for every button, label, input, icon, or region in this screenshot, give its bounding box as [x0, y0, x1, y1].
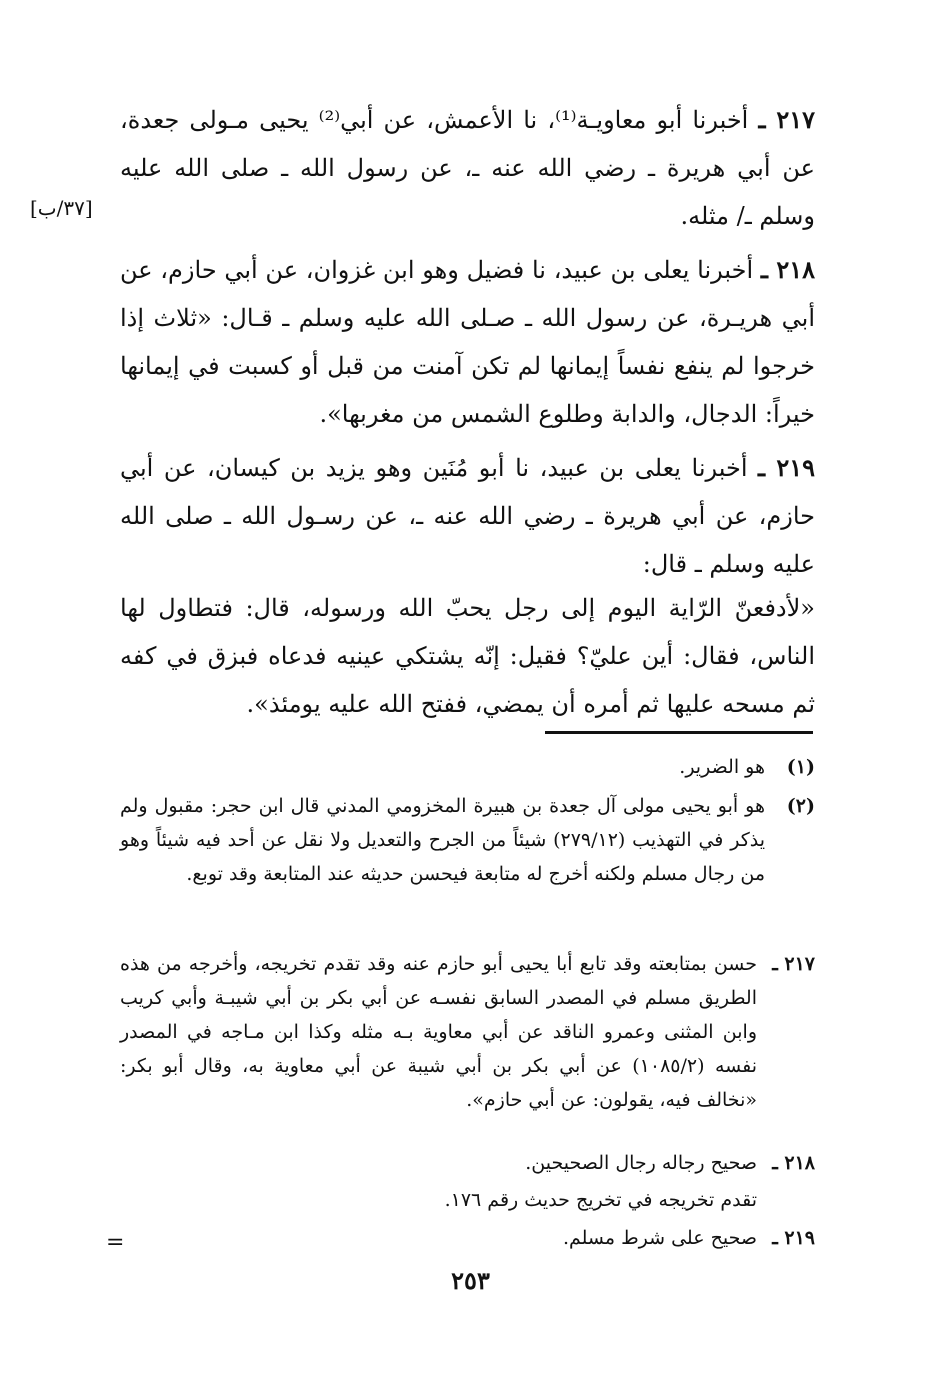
- hadith-218: [120, 246, 815, 438]
- hadith-text: أخبرنا يعلى بن عبيد، نا أبو مُنَين وهو يزيد بن كيسان، عن أبي حازم، عن أبي هريرة ـ رضي الله عنه ـ، عن رسـول الله ـ صلى الله عليه وسلم ـ قال:: [120, 454, 815, 578]
- hadith-number: ٢١٧ ـ: [758, 105, 815, 134]
- footnote-1: [120, 750, 815, 784]
- takhrij-218-ref: [120, 1183, 815, 1217]
- footnote-text: هو الضرير.: [679, 756, 765, 778]
- takhrij-218: [120, 1146, 815, 1180]
- footnote-label: (١): [786, 756, 815, 778]
- takhrij-number: ٢١٧ ـ: [772, 953, 815, 975]
- footnote-text: هو أبو يحيى مولى آل جعدة بن هبيرة المخزومي المدني قال ابن حجر: مقبول ولم يذكر في التهذيب (٢٧٩/١٢) شيئاً من الجرح والتعديل ولا نقل عن أحد فيه شيئاً وهو من رجال مسلم ولكنه أخرج له متابعة فيحسن حديثه عند المتابعة وقد توبع.: [120, 795, 765, 885]
- hadith-text: «لأدفعنّ الرّاية اليوم إلى رجل يحبّ الله ورسوله، قال: فتطاول لها الناس، فقال: أين عليّ؟ فقيل: إنّه يشتكي عينيه فدعاه فبزق في كفه ثم مسحه عليها ثم أمره أن يمضي، ففتح الله عليه يومئذ».: [120, 594, 815, 718]
- footnote-2: [120, 789, 815, 891]
- hadith-text: أخبرنا يعلى بن عبيد، نا فضيل وهو ابن غزوان، عن أبي حازم، عن أبي هريـرة، عن رسول الله ـ صـلى الله عليه وسلم ـ قـال: «ثلاث إذا خرجوا لم ينفع نفساً إيمانها لم تكن آمنت من قبل أو كسبت في إيمانها خيراً: الدجال، والدابة وطلوع الشمس من مغربها».: [120, 256, 815, 428]
- footnote-label: (٢): [786, 795, 815, 817]
- takhrij-text: صحيح على شرط مسلم.: [562, 1227, 757, 1249]
- takhrij-text: حسن بمتابعته وقد تابع أبا يحيى أبو حازم عنه وقد تقدم تخريجه، وأخرجه من هذه الطريق مسلم في المصدر السابق نفسـه عن أبي بكر بن أبي شيبـة وأبي كريب وابن المثنى وعمرو الناقد عن أبي معاوية بـه مثله وكذا ابن مـاجه في المصدر نفسه (١٠٨٥/٢) عن أبي بكر بن أبي شيبة عن أبي معاوية به، وقال أبو بكر: «نخالف فيه، يقولون: عن أبي حازم».: [120, 953, 757, 1111]
- takhrij-219: [120, 1221, 815, 1255]
- takhrij-text: صحيح رجاله رجال الصحيحين.: [525, 1152, 757, 1174]
- footnote-separator: [545, 731, 813, 734]
- hadith-217: [120, 96, 815, 240]
- takhrij-number: ٢١٨ ـ: [772, 1152, 815, 1174]
- hadith-219-matn: [120, 584, 815, 728]
- takhrij-217: [120, 947, 815, 1117]
- hadith-219: [120, 444, 815, 588]
- takhrij-text: تقدم تخريجه في تخريج حديث رقم ١٧٦.: [444, 1189, 757, 1211]
- hadith-number: ٢١٩ ـ: [758, 453, 815, 482]
- manuscript-folio-ref: [٣٧/ب]: [30, 196, 93, 220]
- hadith-text: أخبرنا أبو معاويـة⁽¹⁾، نا الأعمش، عن أبي⁽²⁾ يحيى مـولى جعدة، عن أبي هريرة ـ رضي الله عنه ـ، عن رسول الله ـ صلى الله عليه وسلم ـ/ مثله.: [120, 106, 815, 230]
- continuation-mark: =: [106, 1230, 125, 1255]
- hadith-number: ٢١٨ ـ: [760, 255, 815, 284]
- takhrij-number: ٢١٩ ـ: [772, 1227, 815, 1249]
- page-number: ٢٥٣: [451, 1266, 490, 1295]
